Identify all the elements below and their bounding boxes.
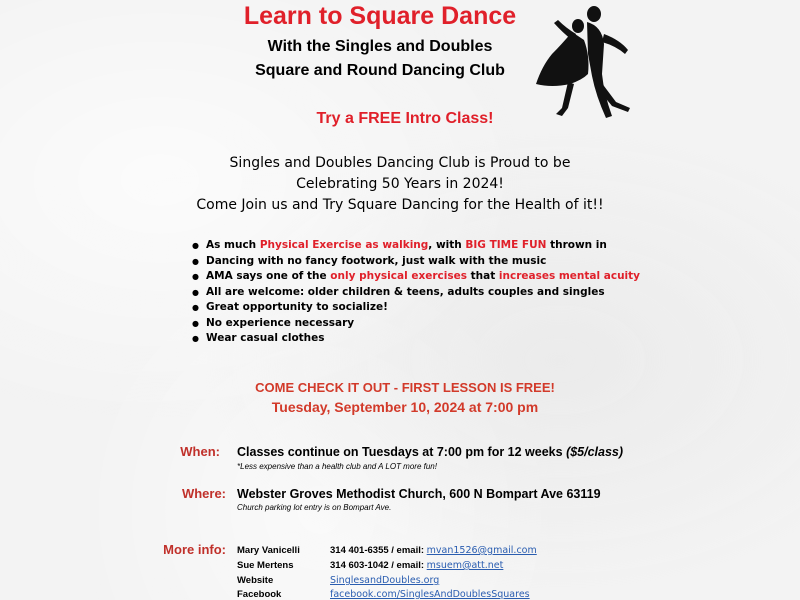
proud-line-3: Come Join us and Try Square Dancing for the Health of it!! <box>196 197 604 213</box>
when-note: *Less expensive than a health club and A LOT more fun! <box>237 462 437 471</box>
contact-phone-email: 314 401-6355 / email: mvan1526@gmail.com <box>330 545 537 556</box>
contact-phone-email: 314 603-1042 / email: msuem@att.net <box>330 560 504 571</box>
where-note: Church parking lot entry is on Bompart Ave. <box>237 503 392 512</box>
facebook-link[interactable]: facebook.com/SinglesAndDoublesSquares <box>330 589 530 600</box>
more-info-label: More info: <box>163 542 226 557</box>
website-label: Website <box>237 575 274 586</box>
contact-name: Sue Mertens <box>237 560 294 571</box>
free-intro-class-heading: Try a FREE Intro Class! <box>316 110 494 127</box>
email-link[interactable]: mvan1526@gmail.com <box>426 545 537 556</box>
where-label: Where: <box>181 486 226 501</box>
page-title: Learn to Square Dance <box>243 2 517 30</box>
subtitle-club-line-2: Square and Round Dancing Club <box>255 62 505 79</box>
list-item: ● Wear casual clothes <box>192 331 662 347</box>
website-value <box>330 575 439 586</box>
email-link[interactable]: msuem@att.net <box>426 560 504 571</box>
facebook-label: Facebook <box>237 589 282 600</box>
when-label: When: <box>180 444 220 459</box>
facebook-value <box>330 589 530 600</box>
subtitle-club-line-1: With the Singles and Doubles <box>267 38 493 55</box>
list-item: ● Great opportunity to socialize! <box>192 300 662 316</box>
contact-name: Mary Vanicelli <box>237 545 300 556</box>
list-item: ● As much Physical Exercise as walking, with BIG TIME FUN thrown in <box>192 238 662 254</box>
first-lesson-date: Tuesday, September 10, 2024 at 7:00 pm <box>271 399 539 415</box>
proud-line-1: Singles and Doubles Dancing Club is Proud to be <box>229 155 571 171</box>
website-link[interactable]: SinglesandDoubles.org <box>330 575 440 586</box>
list-item: ● Dancing with no fancy footwork, just walk with the music <box>192 254 662 270</box>
first-lesson-free-heading: COME CHECK IT OUT - FIRST LESSON IS FREE! <box>255 380 555 395</box>
list-item: ● All are welcome: older children & teens, adults couples and singles <box>192 285 662 301</box>
benefits-list <box>192 238 662 347</box>
where-value: Webster Groves Methodist Church, 600 N Bompart Ave 63119 <box>237 487 601 501</box>
list-item: ● No experience necessary <box>192 316 662 332</box>
when-value: Classes continue on Tuesdays at 7:00 pm for 12 weeks ($5/class) <box>237 445 624 459</box>
list-item: ● AMA says one of the only physical exercises that increases mental acuity <box>192 269 662 285</box>
proud-line-2: Celebrating 50 Years in 2024! <box>296 176 504 192</box>
